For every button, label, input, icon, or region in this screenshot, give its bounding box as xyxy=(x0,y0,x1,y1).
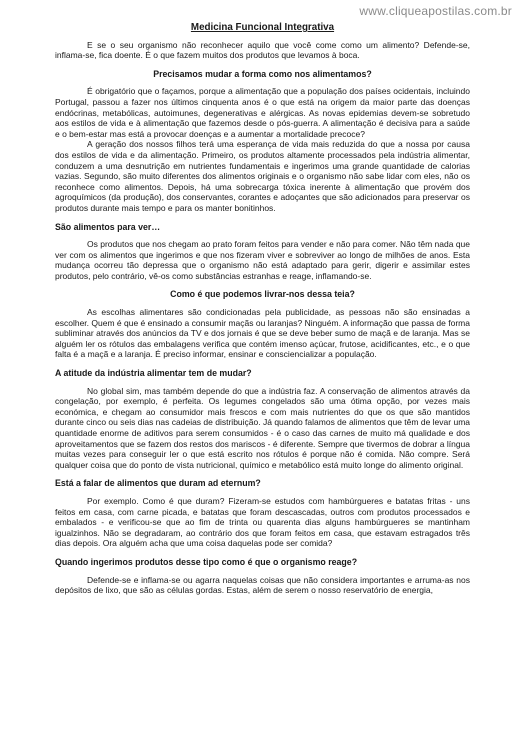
section-paragraph: A geração dos nossos filhos terá uma esperança de vida mais reduzida do que a nossa por causa dos estilos de vida e da alimentação. Primeiro, os produtos altamente processados pela indústria alimentar, conduzem a uma desnutrição em nutrientes fundamentais e ingerimos uma grande quantidade de calorias vazias. Segundo, são muito diferentes dos alimentos originais e o organismo não sabe lidar com eles, não os reconhece como alimentos. Depois, há uma sobrecarga tóxica inerente à alimentação que provém dos agroquímicos (da produção), dos conservantes, corantes e adoçantes que são adicionados para preservar os produtos durante mais tempo e para os manter bonitinhos. xyxy=(55,139,470,213)
document-title: Medicina Funcional Integrativa xyxy=(190,22,335,33)
section-paragraph: Defende-se e inflama-se ou agarra naquelas coisas que não considera importantes e arruma-as nos depósitos de lixo, que são as células gordas. Estas, além de serem o nosso reservatório de energia, xyxy=(55,574,470,596)
site-url: www.cliqueapostilas.com.br xyxy=(359,4,512,18)
section-paragraph: É obrigatório que o façamos, porque a alimentação que a população dos países ocidentais, incluindo Portugal, passou a fazer nos últimos cinquenta anos é o que está na origem da maior parte das doenças endócrinas, metabólicas, autoimunes, degenerativas e alérgicas. As novas epidemias devem-se sobretudo aos estilos de vida e à alimentação que fazemos desde o pós-guerra. A alimentação é decisiva para a saúde e o bem-estar mas está a provocar doenças e a aumentar a mortalidade precoce? xyxy=(55,86,470,139)
section-heading: Quando ingerimos produtos desse tipo como é que o organismo reage? xyxy=(55,556,358,567)
section-heading: São alimentos para ver… xyxy=(55,221,161,232)
intro-paragraph: E se o seu organismo não reconhecer aquilo que você come como um alimento? Defende-se, inflama-se, fica doente. É o que fazem muitos dos produtos que levamos à boca. xyxy=(55,39,470,61)
section-heading: Está a falar de alimentos que duram ad eternum? xyxy=(55,478,261,489)
section-paragraph: Os produtos que nos chegam ao prato foram feitos para vender e não para comer. Não têm nada que ver com os alimentos que ingerimos e que nos fizeram viver e sobreviver ao longo de milhões de anos. Esta mudança ocorreu tão depressa que o organismo não está adaptado para gerir, digerir e assimilar estes produtos, pelo contrário, vê-os como substâncias estranhas e reage, inflamando-se. xyxy=(55,239,470,281)
document-page xyxy=(55,23,470,604)
section-heading: Como é que podemos livrar-nos dessa teia? xyxy=(170,289,355,300)
section-paragraph: Por exemplo. Como é que duram? Fizeram-se estudos com hambúrgueres e batatas fritas - uns feitos em casa, com carne picada, e batatas que foram descascadas, outros com produtos processados e embalados - e verificou-se que ao fim de trinta ou quarenta dias alguns hambúrgueres se mantinham igualzinhos. Não se degradaram, ao contrário dos que foram feitos em casa, que estavam estragados três dias depois. Ora alguém acha que uma coisa daquelas pode ser comida? xyxy=(55,495,470,549)
section-paragraph: As escolhas alimentares são condicionadas pela publicidade, as pessoas não são ensinadas a escolher. Quem é que é ensinado a consumir maçãs ou laranjas? Ninguém. A informação que passa de forma subliminar através dos anúncios da TV e dos jornais é que se deve beber sumo de maçã e de laranja. Mas se alguém ler os rótulos das embalagens verifica que contém imenso açúcar, frutose, acidificantes, etc., e o que falta é a maçã e a laranja. É preciso informar, ensinar e consciencializar a população. xyxy=(55,307,470,360)
section-heading: A atitude da indústria alimentar tem de mudar? xyxy=(55,368,252,379)
section-heading: Precisamos mudar a forma como nos alimentamos? xyxy=(153,68,372,79)
section-paragraph: No global sim, mas também depende do que a indústria faz. A conservação de alimentos através da congelação, por exemplo, é perfeita. Os legumes congelados são uma ótima opção, por vezes mais económica, e chegam ao consumidor mais frescos e com mais nutrientes do que os que são mantidos durante cinco ou seis dias nas cadeias de distribuição. Já quando falamos de alimentos que têm de levar uma quantidade enorme de aditivos para serem consumidos - é o caso das carnes de muito má qualidade e dos aproveitamentos que se fazem dos restos dos mariscos - é diferente. Sempre que tivermos de dobrar a língua muitas vezes para conseguir ler o que está escrito nos rótulos é porque não é comida. Não compre. Será qualquer coisa que do ponto de vista nutricional, químico e metabólico está muito longe do alimento original. xyxy=(55,385,470,470)
